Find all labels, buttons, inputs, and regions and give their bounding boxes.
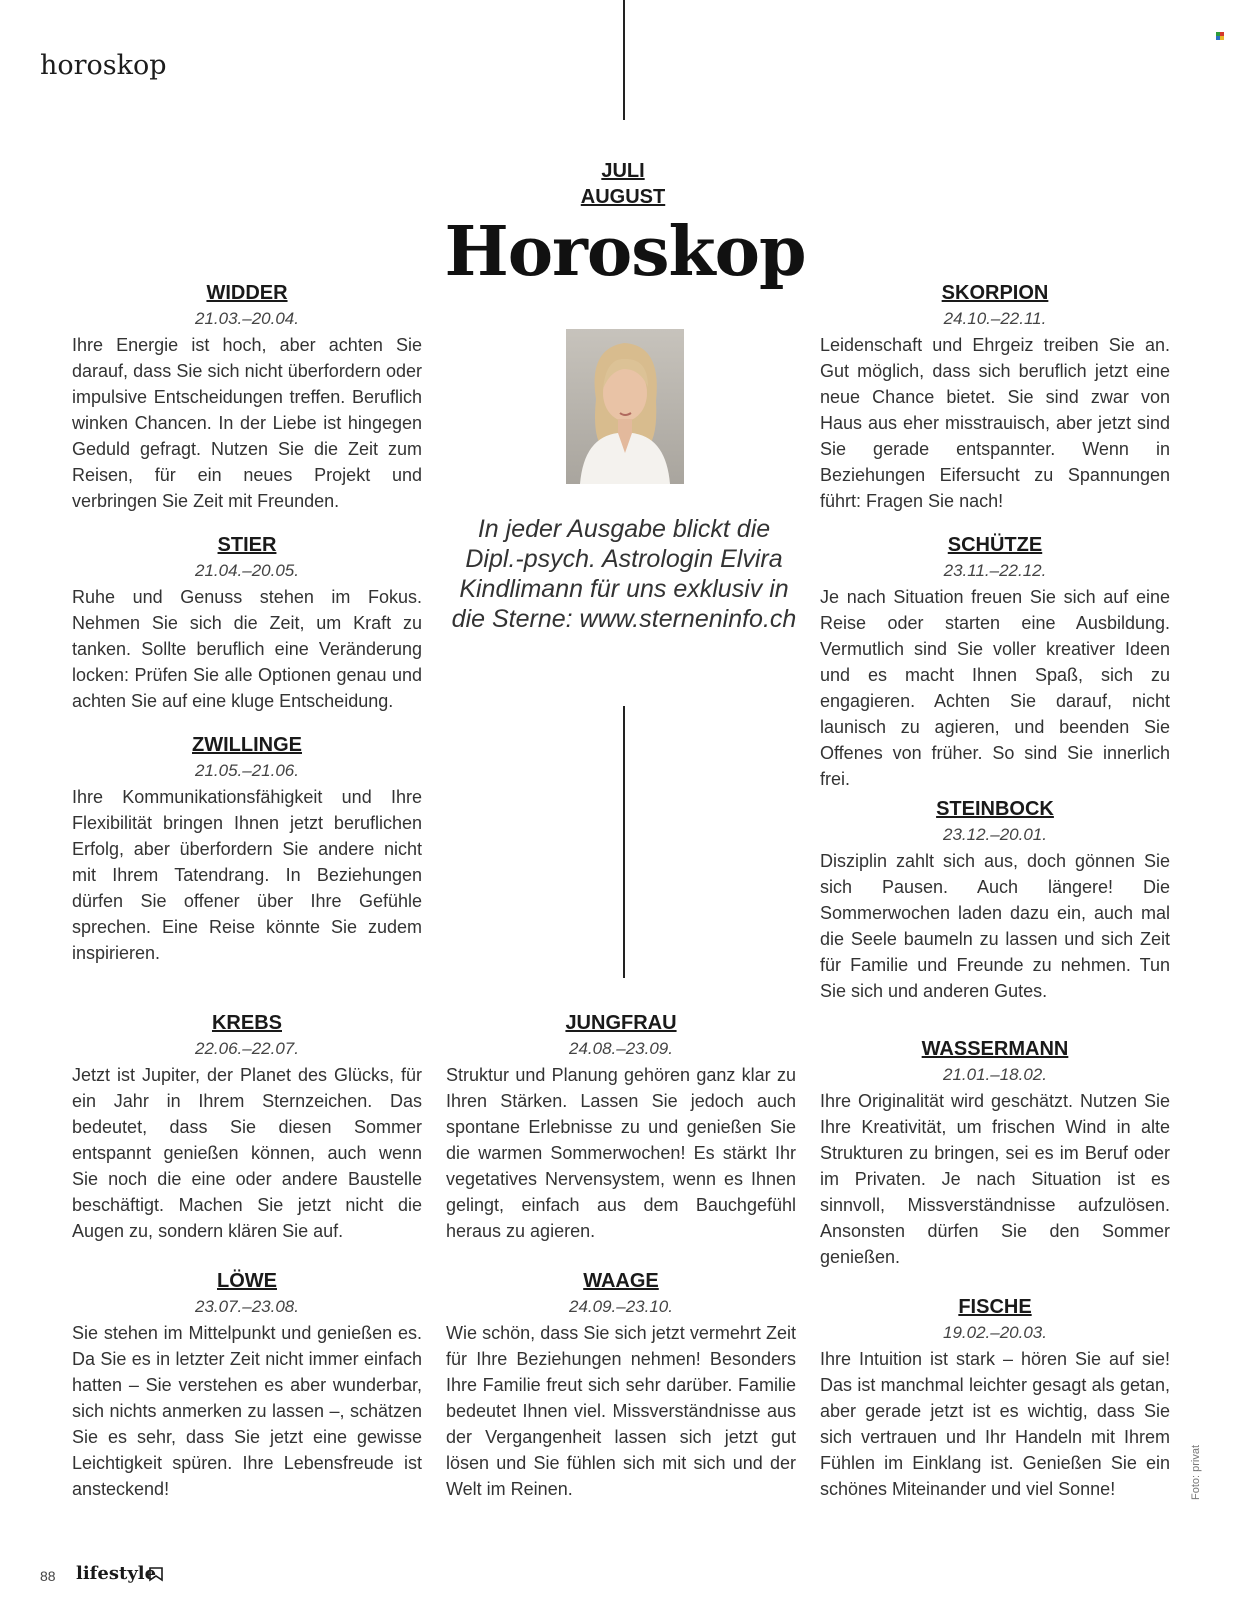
- brand-logo: lifestyle: [76, 1563, 157, 1584]
- sign-loewe: [72, 1268, 422, 1502]
- sign-name: SKORPION: [941, 282, 1049, 304]
- month-label: AUGUST: [580, 186, 666, 208]
- sign-schuetze: [820, 532, 1170, 792]
- sign-date: 22.06.–22.07.: [195, 1039, 299, 1058]
- page-title: Horoskop: [444, 212, 806, 292]
- sign-name: STEINBOCK: [936, 798, 1054, 820]
- sign-text: Ihre Intuition ist stark – hören Sie auf sie! Das ist manchmal leichter gesagt als getan, aber gerade jetzt ist es wichtig, dass Sie sich vertrauen und Ihr Handeln mit Ihrem Fühlen im Einklang ist. Genießen Sie ein schönes Miteinander und viel Sonne!: [820, 1349, 1170, 1499]
- divider-line-middle: [623, 706, 625, 978]
- sign-text: Ruhe und Genuss stehen im Fokus. Nehmen Sie sich die Zeit, um Kraft zu tanken. Sollte beruflich eine Veränderung locken: Prüfen Sie alle Optionen genau und achten Sie auf eine kluge Entscheidung.: [72, 587, 422, 711]
- sign-date: 19.02.–20.03.: [943, 1323, 1047, 1342]
- sign-name: FISCHE: [958, 1296, 1032, 1318]
- sign-name: STIER: [217, 534, 277, 556]
- sign-name: KREBS: [211, 1012, 282, 1034]
- sign-date: 23.11.–22.12.: [943, 561, 1047, 580]
- sign-stier: [72, 532, 422, 714]
- sign-text: Ihre Kommunikationsfähigkeit und Ihre Flexibilität bringen Ihnen jetzt beruflichen Erfolg, aber überfordern Sie andere nicht mit Ihrem Tatendrang. In Beziehungen dürfen Sie offener über Ihre Gefühle sprechen. Eine Reise könnte Sie zudem inspirieren.: [72, 787, 422, 963]
- sign-name: WASSERMANN: [921, 1038, 1069, 1060]
- color-mark-icon: [1216, 32, 1225, 40]
- sign-name: SCHÜTZE: [947, 534, 1043, 556]
- sign-date: 24.08.–23.09.: [569, 1039, 673, 1058]
- sign-date: 21.03.–20.04.: [195, 309, 299, 328]
- section-label: horoskop: [40, 50, 167, 81]
- sign-fische: [820, 1294, 1170, 1502]
- sign-wassermann: [820, 1036, 1170, 1270]
- sign-steinbock: [820, 796, 1170, 1004]
- sign-skorpion: [820, 280, 1170, 514]
- sign-name: WAAGE: [583, 1270, 659, 1292]
- sign-text: Wie schön, dass Sie sich jetzt vermehrt Zeit für Ihre Beziehungen nehmen! Besonders Ihre Familie freut sich sehr darüber. Familie bedeutet Ihnen viel. Missverständnisse aus der Vergangenheit lassen sich jetzt gut lösen und Sie fühlen sich mit sich und der Welt im Reinen.: [446, 1323, 796, 1499]
- sign-date: 23.07.–23.08.: [195, 1297, 299, 1316]
- astrologer-portrait: [566, 329, 684, 484]
- sign-widder: [72, 280, 422, 514]
- bookmark-icon: [148, 1566, 164, 1587]
- sign-zwillinge: [72, 732, 422, 966]
- sign-date: 21.05.–21.06.: [195, 761, 299, 780]
- sign-krebs: [72, 1010, 422, 1244]
- sign-text: Struktur und Planung gehören ganz klar zu Ihren Stärken. Lassen Sie jedoch auch spontane Erlebnisse zu und genießen Sie die warmen Sommerwochen! Es stärkt Ihr vegetatives Nervensystem, wenn es Ihnen gelingt, einfach aus dem Bauchgefühl heraus zu agieren.: [446, 1065, 796, 1241]
- sign-text: Jetzt ist Jupiter, der Planet des Glücks, für ein Jahr in Ihrem Sternzeichen. Das bedeutet, dass Sie diesen Sommer entspannt genießen können, auch wenn Sie noch die eine oder andere Baustelle beschäftigt. Machen Sie jetzt nicht die Augen zu, sondern klären Sie auf.: [72, 1065, 422, 1241]
- sign-text: Ihre Energie ist hoch, aber achten Sie darauf, dass Sie sich nicht überfordern oder impulsive Entscheidungen treffen. Beruflich winken Chancen. In der Liebe ist hingegen Geduld gefragt. Nutzen Sie die Zeit zum Reisen, für ein neues Projekt und verbringen Sie Zeit mit Freunden.: [72, 335, 422, 511]
- sign-text: Ihre Originalität wird geschätzt. Nutzen Sie Ihre Kreativität, um frischen Wind in alte Strukturen zu bringen, sei es im Beruf oder im Privaten. Je nach Situation ist es sinnvoll, Missverständnisse aufzulösen. Ansonsten dürfen Sie den Sommer genießen.: [820, 1091, 1170, 1267]
- sign-name: JUNGFRAU: [565, 1012, 677, 1034]
- sign-date: 24.10.–22.11.: [943, 309, 1047, 328]
- divider-line-top: [623, 0, 625, 120]
- photo-credit: Foto: privat: [1190, 1444, 1202, 1500]
- month-label: JULI: [601, 160, 645, 182]
- sign-waage: [446, 1268, 796, 1502]
- sign-date: 21.01.–18.02.: [943, 1065, 1047, 1084]
- sign-text: Sie stehen im Mittelpunkt und genießen es. Da Sie es in letzter Zeit nicht immer einfach hatten – Sie verstehen es aber wunderbar, sich nichts anmerken zu lassen –, schätzen Sie es sehr, dass Sie jetzt eine gewisse Leichtigkeit spüren. Ihre Lebensfreude ist ansteckend!: [72, 1323, 422, 1499]
- sign-text: Je nach Situation freuen Sie sich auf eine Reise oder starten eine Ausbildung. Vermutlich sind Sie voller kreativer Ideen und es macht Ihnen Spaß, sich zu engagieren. Achten Sie darauf, nicht launisch zu agieren, und beenden Sie Offenes von früher. So sind Sie innerlich frei.: [820, 587, 1170, 789]
- sign-date: 21.04.–20.05.: [195, 561, 299, 580]
- sign-name: WIDDER: [206, 282, 288, 304]
- sign-text: Disziplin zahlt sich aus, doch gönnen Sie sich Pausen. Auch längere! Die Sommerwochen laden dazu ein, auch mal die Seele baumeln zu lassen und sich Zeit für Familie und Freunde zu nehmen. Tun Sie sich und anderen Gutes.: [820, 851, 1170, 1001]
- sign-text: Leidenschaft und Ehrgeiz treiben Sie an. Gut möglich, dass sich beruflich jetzt eine neue Chance bietet. Sie sind zwar von Haus aus eher misstrauisch, aber jetzt sind Sie gerade entspannter. Wenn in Beziehungen Eifersucht zu Spannungen führt: Fragen Sie nach!: [820, 335, 1170, 511]
- intro-text: In jeder Ausgabe blickt die Dipl.-psych. Astrologin Elvira Kindlimann für uns exklusiv in die Sterne: www.sterneninfo.ch: [451, 515, 797, 633]
- page-number: 88: [40, 1568, 56, 1584]
- sign-date: 24.09.–23.10.: [569, 1297, 673, 1316]
- sign-jungfrau: [446, 1010, 796, 1244]
- sign-name: ZWILLINGE: [192, 734, 302, 756]
- sign-date: 23.12.–20.01.: [943, 825, 1047, 844]
- sign-name: LÖWE: [217, 1270, 277, 1292]
